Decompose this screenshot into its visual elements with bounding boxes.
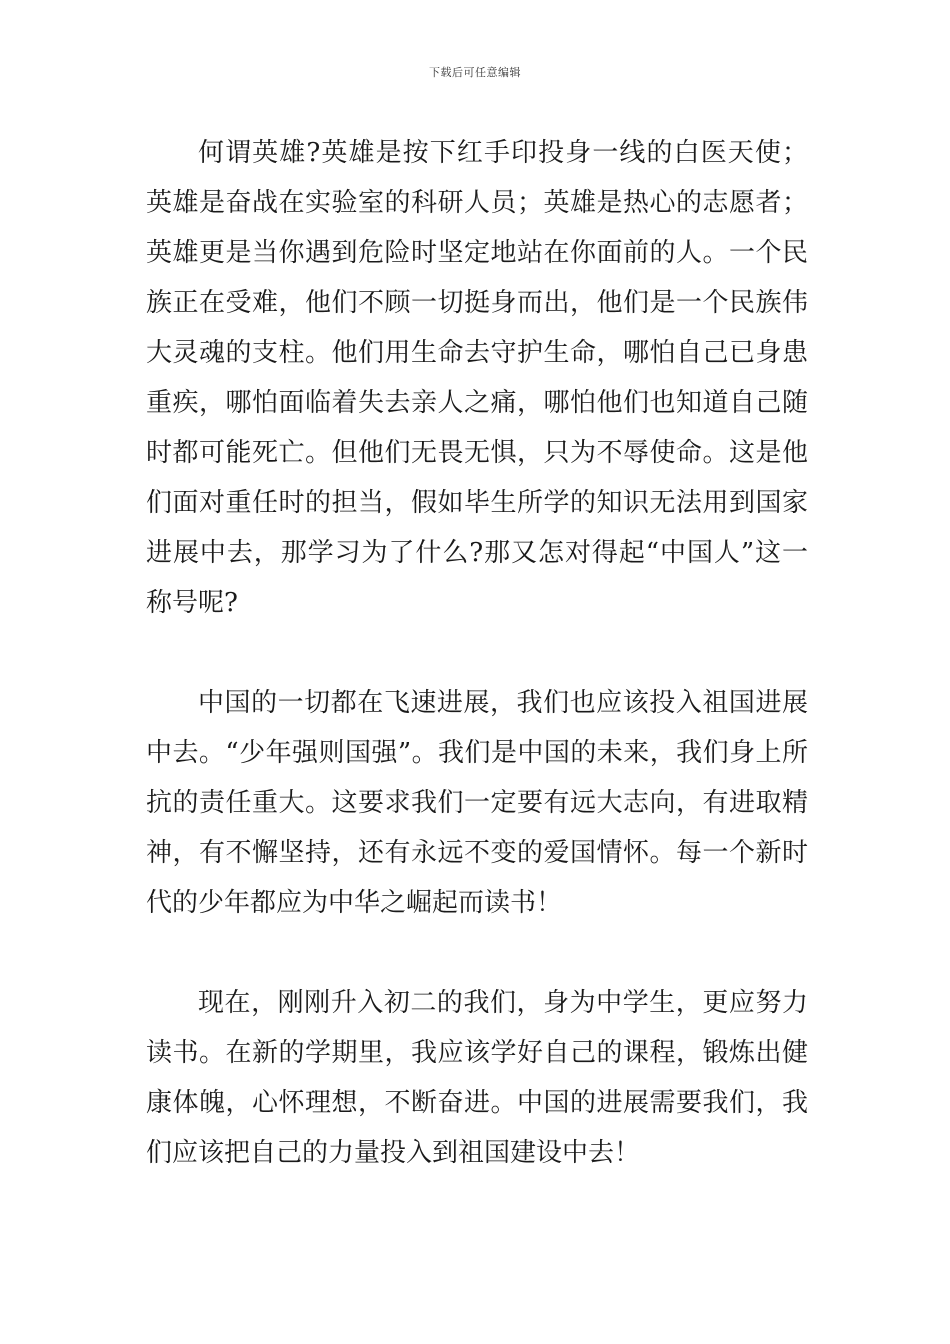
paragraph-china-development: 中国的一切都在飞速进展，我们也应该投入祖国进展中去。“少年强则国强”。我们是中国的未来，我们身上所抗的责任重大。这要求我们一定要有远大志向，有进取精神，有不懈坚持，还有永远不变的爱国情怀。每一个新时代的少年都应为中华之崛起而读书！ [146, 688, 808, 918]
document-body [146, 128, 808, 1178]
paragraph-personal-goals: 现在，刚刚升入初二的我们，身为中学生，更应努力读书。在新的学期里，我应该学好自己的课程，锻炼出健康体魄，心怀理想，不断奋进。中国的进展需要我们，我们应该把自己的力量投入到祖国建设中去！ [146, 988, 808, 1168]
paragraph-heroes: 何谓英雄?英雄是按下红手印投身一线的白医天使；英雄是奋战在实验室的科研人员；英雄是热心的志愿者；英雄更是当你遇到危险时坚定地站在你面前的人。一个民族正在受难，他们不顾一切挺身而出，他们是一个民族伟大灵魂的支柱。他们用生命去守护生命，哪怕自己已身患重疾，哪怕面临着失去亲人之痛，哪怕他们也知道自己随时都可能死亡。但他们无畏无惧，只为不辱使命。这是他们面对重任时的担当，假如毕生所学的知识无法用到国家进展中去，那学习为了什么?那又怎对得起“中国人”这一称号呢? [146, 138, 808, 618]
header-note: 下载后可任意编辑 [429, 66, 521, 79]
